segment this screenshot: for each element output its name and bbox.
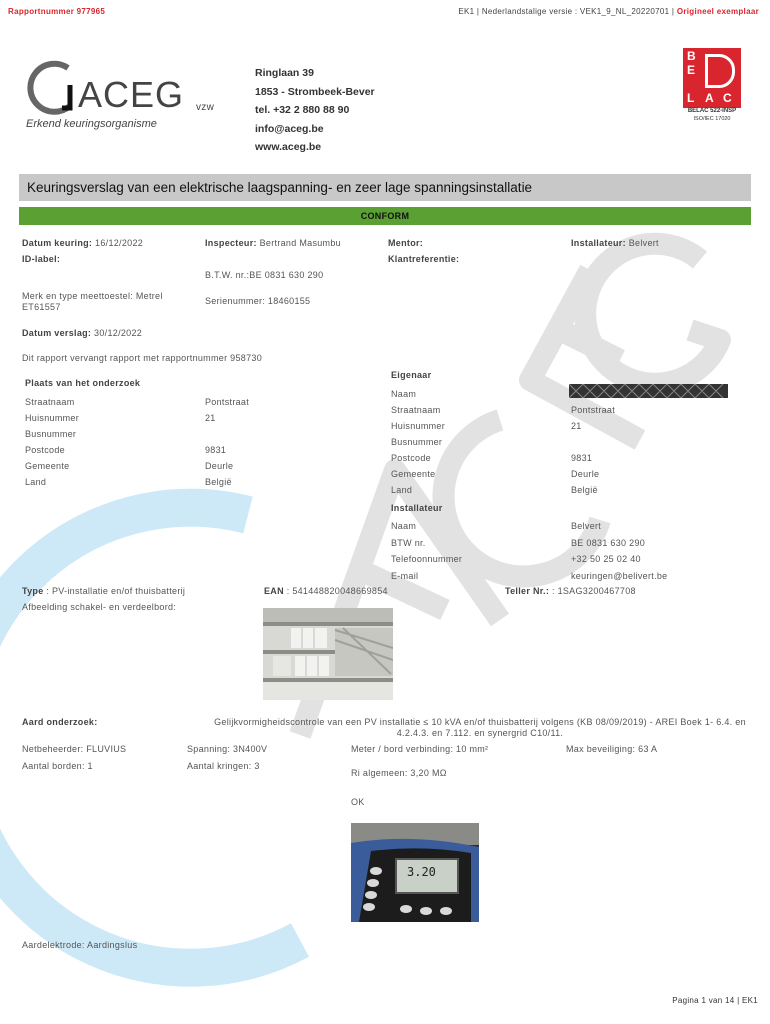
datum-keuring	[22, 238, 143, 248]
datum-keuring-value: 16/12/2022	[95, 238, 144, 248]
serienummer: Serienummer: 18460155	[205, 296, 311, 306]
belac-code: BELAC 522-INSP	[687, 108, 737, 114]
plaats-value: Deurle	[205, 461, 234, 471]
plaats-value: België	[205, 477, 232, 487]
eigenaar-label: Huisnummer	[391, 421, 446, 431]
address-street: Ringlaan 39	[255, 67, 314, 79]
meter-verbinding: Meter / bord verbinding: 10 mm²	[351, 744, 489, 754]
type-label: Type	[22, 586, 44, 596]
inspecteur-label: Inspecteur:	[205, 238, 257, 248]
eigenaar-label: Busnummer	[391, 437, 443, 447]
meter-display: 3.20	[407, 865, 436, 879]
belac-letter-a: A	[705, 91, 714, 105]
original-copy: Origineel exemplaar	[676, 7, 759, 16]
eigenaar-label: Land	[391, 485, 413, 495]
plaats-label: Straatnaam	[25, 397, 75, 407]
ean-label: EAN	[264, 586, 284, 596]
eigenaar-labels	[391, 386, 445, 498]
company-address	[255, 64, 375, 157]
ean	[264, 586, 388, 596]
plaats-label: Gemeente	[25, 461, 70, 471]
installateur-block-value: +32 50 25 02 40	[571, 554, 641, 564]
eigenaar-values	[571, 402, 615, 498]
plaats-values	[205, 394, 249, 490]
klantreferentie-label: Klantreferentie:	[388, 254, 460, 264]
installateur-block-label: BTW nr.	[391, 537, 426, 548]
inspecteur	[205, 238, 341, 248]
aantal-kringen: Aantal kringen: 3	[187, 761, 260, 771]
aard-onderzoek-value: Gelijkvormigheidscontrole van een PV installatie ≤ 10 kVA en/of thuisbatterij volgens (KB 08/09/2019) - AREI Boek 1- 6.4. en 4.2.4.3. en 7.112. en synergrid C10/11.	[214, 717, 746, 738]
eigenaar-label: Postcode	[391, 453, 431, 463]
belac-shape	[705, 54, 735, 88]
aard-onderzoek-label: Aard onderzoek:	[22, 717, 98, 727]
eigenaar-value: Deurle	[571, 469, 600, 479]
aceg-logo-text: ACEG	[78, 74, 185, 115]
max-beveiliging: Max beveiliging: 63 A	[566, 744, 658, 754]
teller	[505, 586, 636, 596]
plaats-heading: Plaats van het onderzoek	[25, 378, 141, 388]
btw-number: B.T.W. nr.:BE 0831 630 290	[205, 270, 324, 280]
teller-value: : 1SAG3200467708	[551, 586, 636, 596]
installateur-labels	[391, 518, 462, 584]
mentor-label: Mentor:	[388, 238, 424, 248]
installateur-block-label: Naam	[391, 521, 417, 531]
plaats-value: 21	[205, 413, 216, 423]
aceg-logo-icon	[26, 60, 86, 115]
installateur-block-value: Belvert	[571, 521, 602, 531]
ean-value: : 541448820048669854	[286, 586, 388, 596]
installateur-heading: Installateur	[391, 503, 443, 513]
teller-label: Teller Nr.:	[505, 586, 550, 596]
conform-banner: CONFORM	[19, 207, 751, 225]
address-city: 1853 - Strombeek-Bever	[255, 85, 375, 98]
installateur-block-value: keuringen@belivert.be	[571, 570, 668, 581]
datum-verslag-label: Datum verslag:	[22, 328, 92, 338]
eigenaar-label: Straatnaam	[391, 405, 441, 415]
belac-logo	[683, 48, 741, 124]
company-email: info@aceg.be	[255, 122, 324, 135]
plaats-label: Land	[25, 477, 47, 487]
plaats-label: Busnummer	[25, 429, 77, 439]
plaats-label: Huisnummer	[25, 413, 80, 423]
installation-type	[22, 586, 185, 596]
vervangt-rapport: Dit rapport vervangt rapport met rapportnummer 958730	[22, 353, 263, 363]
installateur	[571, 238, 659, 248]
ri-algemeen: Ri algemeen: 3,20 MΩ	[351, 768, 447, 778]
plaats-labels	[25, 394, 79, 490]
meettoestel: Merk en type meettoestel: Metrel ET61557	[22, 291, 163, 312]
distribution-board-photo	[263, 608, 393, 700]
redacted-name	[569, 384, 728, 398]
installateur-block-label: Telefoonnummer	[391, 554, 463, 564]
version-line	[458, 7, 759, 16]
installateur-value: Belvert	[628, 238, 659, 248]
id-label: ID-label:	[22, 254, 61, 264]
version-text: EK1 | Nederlandstalige versie : VEK1_9_NL_20220701 |	[458, 7, 675, 16]
company-website: www.aceg.be	[255, 141, 322, 153]
datum-keuring-label: Datum keuring:	[22, 238, 93, 248]
ri-result: OK	[351, 797, 365, 807]
eigenaar-value: België	[571, 485, 598, 495]
plaats-label: Postcode	[25, 445, 65, 455]
report-number: Rapportnummer 977965	[8, 7, 106, 16]
plaats-value: Pontstraat	[205, 397, 250, 407]
eigenaar-value	[571, 434, 615, 450]
netbeheerder: Netbeheerder: FLUVIUS	[22, 744, 127, 754]
belac-letter-c: C	[723, 91, 732, 105]
belac-letter-l: L	[687, 91, 695, 105]
datum-verslag-value: 30/12/2022	[94, 328, 143, 338]
plaats-value	[205, 426, 249, 442]
aantal-borden: Aantal borden: 1	[22, 761, 93, 771]
installateur-values	[571, 518, 668, 584]
eigenaar-heading: Eigenaar	[391, 370, 432, 380]
aceg-subtitle: Erkend keuringsorganisme	[26, 118, 157, 130]
eigenaar-label: Naam	[391, 389, 417, 399]
aardelektrode: Aardelektrode: Aardingslus	[22, 940, 138, 950]
eigenaar-value: 9831	[571, 453, 593, 463]
afbeelding-label: Afbeelding schakel- en verdeelbord:	[22, 602, 177, 612]
plaats-value: 9831	[205, 445, 227, 455]
belac-letter-e: E	[687, 63, 696, 77]
aceg-logo	[26, 60, 226, 135]
type-value: : PV-installatie en/of thuisbatterij	[46, 586, 186, 596]
eigenaar-value: Pontstraat	[571, 405, 616, 415]
installateur-label: Installateur:	[571, 238, 626, 248]
spanning: Spanning: 3N400V	[187, 744, 268, 754]
inspecteur-value: Bertrand Masumbu	[259, 238, 341, 248]
aceg-vzw: vzw	[196, 102, 215, 113]
belac-iso: ISO/IEC 17020	[693, 116, 731, 122]
datum-verslag	[22, 328, 142, 338]
eigenaar-value: 21	[571, 421, 582, 431]
measurement-device-photo	[351, 823, 479, 922]
installateur-block-label: E-mail	[391, 570, 419, 581]
installateur-block-value: BE 0831 630 290	[571, 537, 646, 548]
page-number: Pagina 1 van 14 | EK1	[672, 996, 758, 1005]
company-phone: tel. +32 2 880 88 90	[255, 104, 350, 116]
report-title: Keuringsverslag van een elektrische laagspanning- en zeer lage spanningsinstallatie	[19, 174, 751, 201]
belac-letter-b: B	[687, 49, 696, 63]
eigenaar-label: Gemeente	[391, 469, 436, 479]
